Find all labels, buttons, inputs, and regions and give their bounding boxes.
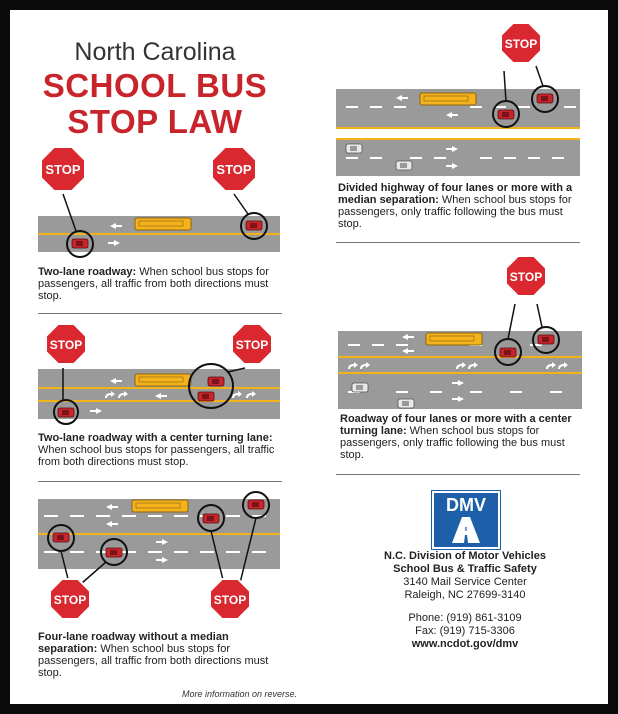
school-bus [132,500,188,512]
stop-sign-label: STOP [53,593,87,607]
road-icon [452,517,480,543]
stop-sign-icon [41,147,85,191]
stop-sign-label: STOP [49,338,83,352]
stop-sign-icon [210,579,250,619]
stopped-car [203,514,219,523]
stopped-car [106,548,122,557]
dmv-phone: Phone: (919) 861-3109 [408,612,522,624]
stop-sign-label: STOP [45,162,81,177]
stop-sign-icon [501,23,541,63]
stopped-car [72,239,88,248]
dmv-city: Raleigh, NC 27699-3140 [404,589,526,601]
title-line-1: SCHOOL BUS [42,67,268,104]
stopped-car [198,392,214,401]
stopped-car [498,110,514,119]
stop-sign-icon [50,579,90,619]
stopped-car [538,335,554,344]
caption-four-lane: Four-lane roadway without a median separation: When school bus stops for passengers, all traffic from both directions must stop. [38,631,269,679]
divider [38,481,282,482]
footer-note: More information on reverse. [182,689,298,699]
stopped-car [53,533,69,542]
dmv-fax: Fax: (919) 715-3306 [415,625,515,637]
divider [336,242,580,243]
caption-center-turn: Two-lane roadway with a center turning lane: When school bus stops for passengers, all traffic from both directions must stop. [38,432,275,468]
caption-center-turn-four-lane: Roadway of four lanes or more with a center turning lane: When school bus stops for passengers, only traffic following the bus must stop. [340,413,572,461]
stopped-car [500,348,516,357]
caption-two-lane: Two-lane roadway: When school bus stops for passengers, all traffic from both directions must stop. [38,266,269,302]
stop-sign-label: STOP [235,338,269,352]
school-bus [426,333,482,345]
stopped-car [537,94,553,103]
school-bus [135,218,191,230]
divider [38,313,282,314]
stop-sign-label: STOP [216,162,252,177]
stop-sign-icon [212,147,256,191]
stop-sign-label: STOP [213,593,247,607]
stopped-car [58,408,74,417]
dmv-street: 3140 Mail Service Center [403,576,527,588]
stop-sign-label: STOP [509,270,543,284]
stop-sign-icon [232,324,272,364]
divider [336,474,580,475]
stopped-car [248,500,264,509]
dmv-logo [432,491,500,549]
title-line-2: STOP LAW [67,103,243,140]
school-bus [420,93,476,105]
page-subtitle: North Carolina [74,38,236,66]
stop-sign-label: STOP [504,37,538,51]
stopped-car [246,221,262,230]
dmv-website[interactable]: www.ncdot.gov/dmv [411,638,519,650]
dmv-dept: School Bus & Traffic Safety [393,563,537,575]
caption-divided-highway: Divided highway of four lanes or more with a median separation: When school bus stops for passengers, only traffic following the bus must stop. [338,182,573,230]
infographic-page [10,10,608,704]
dmv-logo-text: DMV [446,495,486,515]
dmv-contact [360,550,570,651]
stopped-car [208,377,224,386]
dmv-org: N.C. Division of Motor Vehicles [384,550,546,562]
stop-sign-icon [506,256,546,296]
stop-sign-icon [46,324,86,364]
school-bus [135,374,191,386]
